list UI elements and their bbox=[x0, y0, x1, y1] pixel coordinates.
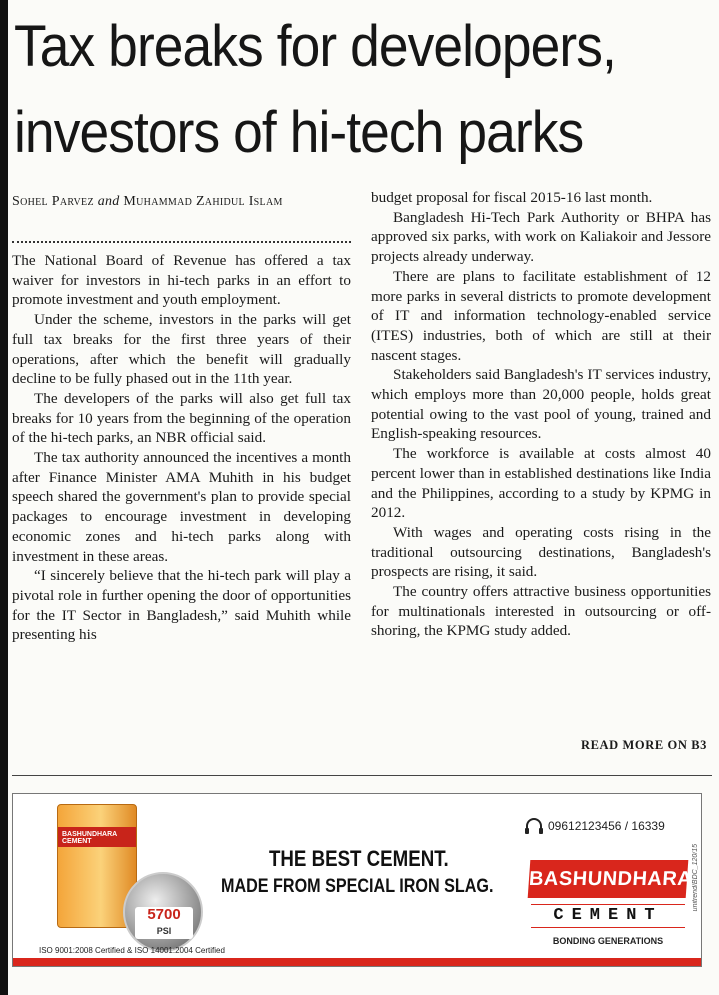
paragraph: The country offers attractive business opportunities for multinationals interested in outsourcing or off-shoring, the KPMG study added. bbox=[371, 583, 711, 640]
ad-phone bbox=[523, 816, 665, 838]
paragraph: The National Board of Revenue has offered a tax waiver for investors in hi-tech parks in an effort to promote investment and youth employment. bbox=[12, 252, 351, 309]
headline-line-1: Tax breaks for developers, bbox=[14, 14, 616, 79]
phone-numbers: 09612123456 / 16339 bbox=[548, 819, 665, 834]
brand-subtitle: CEMENT bbox=[531, 904, 685, 928]
brand-logo: BASHUNDHARA bbox=[528, 860, 689, 898]
paragraph: Stakeholders said Bangladesh's IT services industry, which employs more than 20,000 people, holds great potential owing to the vast pool of young, trained and English-speaking resources. bbox=[371, 366, 711, 443]
byline-author-2: Muhammad Zahidul Islam bbox=[123, 194, 283, 209]
byline-divider bbox=[12, 241, 351, 243]
headset-icon bbox=[523, 816, 545, 838]
read-more-link[interactable]: READ MORE ON B3 bbox=[580, 738, 707, 752]
ad-credit: unitrend/BDC_120/15 bbox=[692, 844, 699, 912]
article-column-1 bbox=[12, 251, 351, 645]
paragraph: Under the scheme, investors in the parks will get full tax breaks for the first three years of their operations, after which the benefit will gradually decline to be fully phased out in the 11th year. bbox=[12, 311, 351, 388]
paragraph: Bangladesh Hi-Tech Park Authority or BHPA has approved six parks, with work on Kaliakoir and Jessore projects already underway. bbox=[371, 208, 711, 266]
page-edge-bar bbox=[0, 0, 8, 995]
bag-label: BASHUNDHARA CEMENT bbox=[62, 831, 117, 845]
paragraph: budget proposal for fiscal 2015-16 last month. bbox=[371, 189, 653, 206]
byline-author-1: Sohel Parvez bbox=[12, 194, 94, 209]
paragraph: The tax authority announced the incentives a month after Finance Minister AMA Muhith in his budget speech shared the government's plan to provide special packages to encourage investment in developing economic zones and hi-tech parks along with investment in these areas. bbox=[12, 449, 351, 565]
paragraph: There are plans to facilitate establishment of 12 more parks in several districts to promote development of IT and information technology-enabled service (ITES) industries, both of which are still at their nascent stages. bbox=[371, 267, 711, 364]
byline-and: and bbox=[97, 194, 120, 209]
article-column-2 bbox=[371, 188, 711, 641]
certification-text: ISO 9001:2008 Certified & ISO 14001:2004 Certified bbox=[39, 946, 225, 955]
headline-line-2: investors of hi-tech parks bbox=[14, 100, 584, 165]
ad-tagline-1: THE BEST CEMENT. bbox=[269, 846, 449, 871]
section-divider bbox=[12, 775, 712, 776]
psi-rating: 5700 PSI bbox=[135, 907, 193, 939]
cement-advertisement[interactable] bbox=[12, 793, 702, 967]
byline bbox=[12, 192, 352, 212]
headline bbox=[14, 4, 658, 176]
brand-slogan: BONDING GENERATIONS bbox=[552, 936, 664, 946]
ad-red-band bbox=[13, 958, 701, 966]
paragraph: The workforce is available at costs almost 40 percent lower than in established destinations like India and the Philippines, according to a study by KPMG in 2012. bbox=[371, 445, 711, 522]
paragraph: The developers of the parks will also get full tax breaks for 10 years from the beginning of the operation of the hi-tech parks, an NBR official said. bbox=[12, 389, 351, 447]
paragraph: With wages and operating costs rising in the traditional outsourcing destinations, Bangladesh's prospects are rising, it said. bbox=[371, 523, 711, 581]
paragraph: “I sincerely believe that the hi-tech park will play a pivotal role in further opening the door of opportunities for the IT Sector in Bangladesh,” said Muhith while presenting his bbox=[12, 567, 351, 644]
ad-tagline-2: MADE FROM SPECIAL IRON SLAG. bbox=[221, 876, 494, 897]
